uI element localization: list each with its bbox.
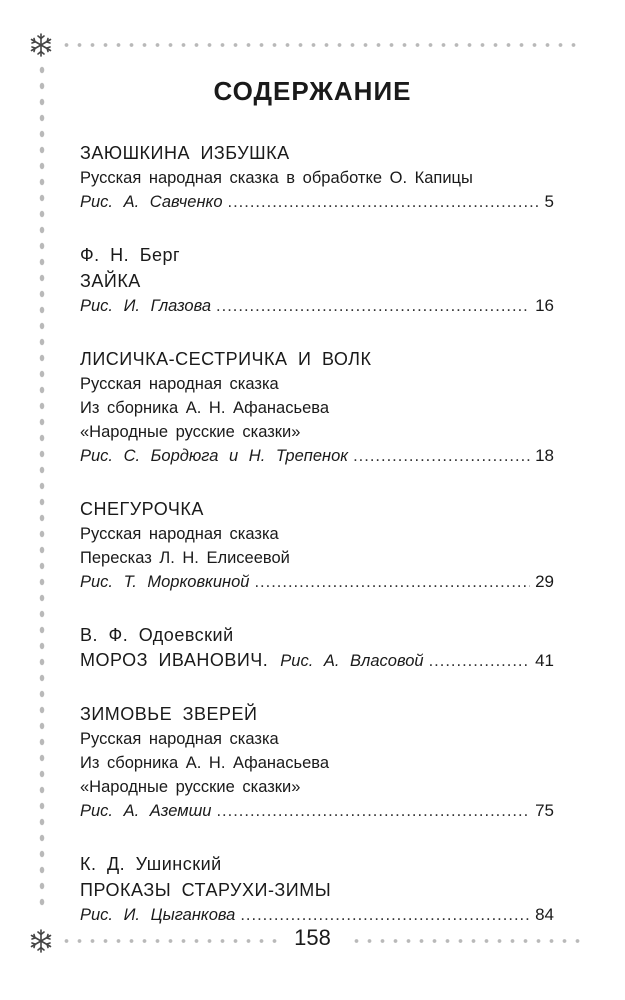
toc-page-number: 29 [535,572,554,591]
toc-entry-line: К. Д. Ушинский [80,854,222,874]
toc-entry [80,496,554,594]
toc-page-number: 5 [544,192,554,211]
decorative-border-left [37,62,47,912]
toc-illustrator: Рис. С. Бордюга и Н. Трепенок [80,447,349,465]
toc-entry-line: Из сборника А. Н. Афанасьева [80,754,330,772]
dot-leader [228,190,540,214]
dot-leader [216,294,530,318]
toc-entry-line: Ф. Н. Берг [80,245,181,265]
page-title: СОДЕРЖАНИЕ [213,76,412,106]
toc-entry-line: В. Ф. Одоевский [80,625,234,645]
dot-leader [216,799,530,823]
dot-leader [240,903,530,927]
toc-page-number: 84 [535,905,554,924]
toc-entry-line: ЗИМОВЬЕ ЗВЕРЕЙ [80,704,258,724]
toc-entry [80,851,554,927]
toc-illustrator-row [80,190,554,214]
toc-page-number: 18 [535,446,554,465]
toc-entry-line: ПРОКАЗЫ СТАРУХИ-ЗИМЫ [80,880,332,900]
dot-leader [429,649,531,673]
toc-illustrator: Рис. И. Глазова [80,297,212,315]
toc-page-number: 41 [535,651,554,670]
toc-entry-line: Русская народная сказка [80,730,279,748]
toc-entry-title-inline: МОРОЗ ИВАНОВИЧ. [80,650,269,670]
toc-entry [80,140,554,214]
toc-entry-line: СНЕГУРОЧКА [80,499,204,519]
toc-entry [80,346,554,468]
toc-illustrator: Рис. И. Цыганкова [80,906,236,924]
snowflake-icon [28,32,54,58]
dot-leader [353,444,530,468]
toc-entry-line: ЗАЙКА [80,271,141,291]
table-of-contents [80,140,554,955]
toc-page-number: 16 [535,296,554,315]
toc-illustrator: Рис. А. Власовой [280,652,424,670]
toc-entry-line: «Народные русские сказки» [80,778,301,796]
toc-illustrator: Рис. А. Аземши [80,802,212,820]
toc-entry [80,701,554,823]
toc-entry-line: ЗАЮШКИНА ИЗБУШКА [80,143,290,163]
toc-entry-line: Русская народная сказка в обработке О. Капицы [80,169,473,187]
toc-illustrator-row [80,799,554,823]
toc-entry-line: «Народные русские сказки» [80,423,301,441]
toc-entry-line: Русская народная сказка [80,525,279,543]
dot-leader [254,570,530,594]
toc-illustrator-row [80,444,554,468]
toc-entry-line: ЛИСИЧКА-СЕСТРИЧКА И ВОЛК [80,349,372,369]
page-number: 158 [294,925,331,950]
decorative-border-top [60,41,580,49]
toc-illustrator-row [80,648,554,673]
toc-entry-line: Из сборника А. Н. Афанасьева [80,399,330,417]
toc-entry [80,622,554,673]
toc-entry-line: Пересказ Л. Н. Елисеевой [80,549,290,567]
toc-illustrator-row [80,903,554,927]
toc-page-number: 75 [535,801,554,820]
toc-illustrator-row [80,294,554,318]
toc-entry [80,242,554,318]
toc-illustrator: Рис. А. Савченко [80,193,223,211]
toc-entry-line: Русская народная сказка [80,375,279,393]
toc-illustrator-row [80,570,554,594]
toc-illustrator: Рис. Т. Морковкиной [80,573,250,591]
